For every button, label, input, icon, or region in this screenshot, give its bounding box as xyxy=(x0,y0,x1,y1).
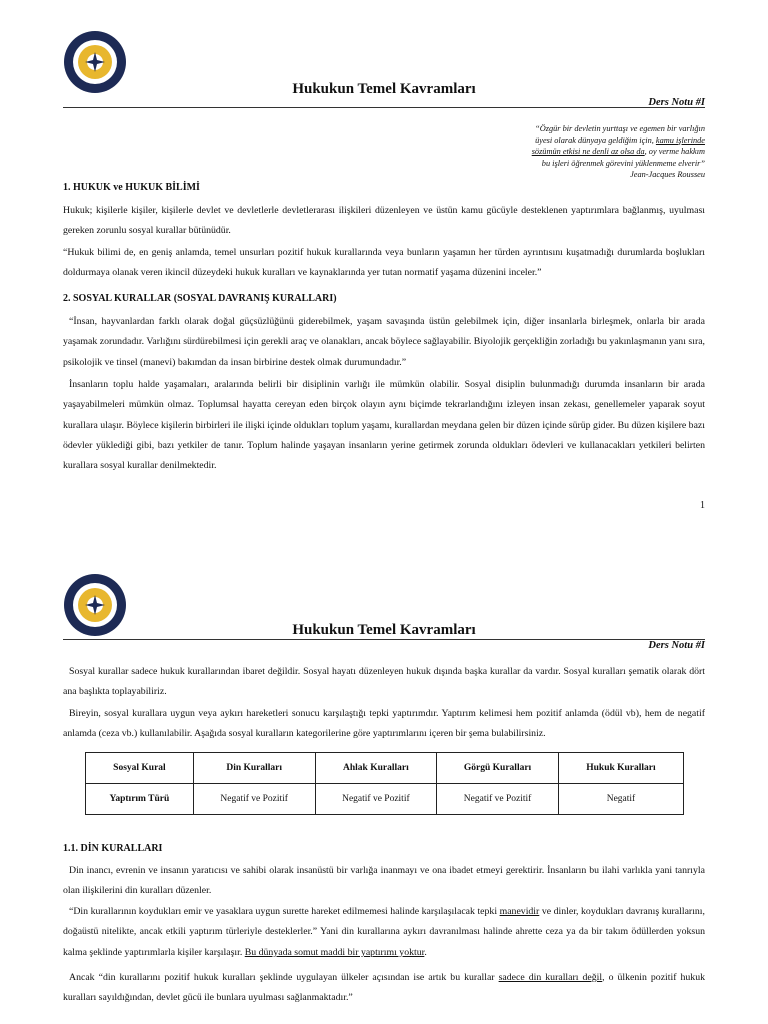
quote-text: üyesi olarak dünyaya geldiğim için, xyxy=(535,135,656,145)
table-header-cell: Görgü Kuralları xyxy=(437,753,559,784)
document-title: Hukukun Temel Kavramları xyxy=(292,81,476,97)
table-row-label: Yaptırım Türü xyxy=(86,784,194,815)
table-header-cell: Sosyal Kural xyxy=(86,753,194,784)
text-run: . xyxy=(424,946,427,958)
lecture-note-label: Ders Notu #I xyxy=(648,97,705,108)
quote-line: bu işleri öğrenmek görevini yüklenmeme elverir” xyxy=(541,158,705,168)
table-header-row xyxy=(86,753,684,784)
epigraph-quote xyxy=(475,123,705,181)
quote-underlined: kamu işlerinde xyxy=(655,135,705,145)
paragraph: İnsanların toplu halde yaşamaları, aralarında belirli bir disiplinin varlığı ile mümkün olabilir. Sosyal disiplin bulunmadığı durumda insanların bir arada yaşayabilmeleri mümkün olmaz. Toplumsal hayatta cereyan eden birçok olayın aynı biçimde tekrarlandığını izleyen insan zekası, genellemeler yaparak soyut kurallara ulaşır. Böylece kişilerin birbirleri ile ilişki içinde oldukları toplum yaşamı, kurallardan meydana gelen bir düzen içinde sürüp gider. Bu düzen kişilere bazı ödevler yüklediği gibi, bazı yetkiler de tanır. Toplum halinde yaşayan insanların yerine getirmek zorunda oldukları ödevleri ve kullanacakları yetkileri belirten kurallara sosyal kurallar denilmektedir. xyxy=(63,379,705,472)
underlined-text: sadece din kuralları değil xyxy=(498,972,603,983)
underlined-text: Bu dünyada somut maddi bir yaptırımı yoktur xyxy=(244,946,425,958)
text-run: ve dinler, koydukları davranış kurallarını, doğaüstü nitelikte, ancak etkili yaptırım türleriyle desteklerler.” Yani din kurallarına aykırı davranılması halinde ahrette ceza ya da bir takım ödüllerden yoksun kalma şeklinde yaptırımlarla kişiler karşılaşır. xyxy=(63,906,705,958)
paragraph: “Hukuk bilimi de, en geniş anlamda, temel unsurları pozitif hukuk kurallarında veya bunların yaşamın her türden ayrıntısını kuşatmadığı durumlarda boşlukları doldurmaya olanak veren ikincil düzeydeki hukuk kuralları ve kaynaklarında yer tutan normatif yaşama düzenini inceler.” xyxy=(63,247,705,279)
document-title: Hukukun Temel Kavramları xyxy=(292,622,476,638)
quote-line xyxy=(475,146,705,158)
document-page-2 xyxy=(0,556,768,1024)
section-heading-1: 1. HUKUK ve HUKUK BİLİMİ xyxy=(63,182,200,193)
lecture-note-label: Ders Notu #I xyxy=(648,640,705,651)
paragraph: “İnsan, hayvanlardan farklı olarak doğal güçsüzlüğünü giderebilmek, yaşam savaşında üstün gelebilmek için, diğer insanlarla birleşmek, onlarla bir arada yaşamak zorundadır. Varlığını sürdürebilmesi için gerekli araç ve olanakları, ancak böylece sağlayabilir. Biyolojik gerçekliğin zorladığı bu yakınlaşmanın yanı sıra, psikolojik ve tinsel (manevi) bakımdan da insan birbirine destek olmak durumundadır.” xyxy=(63,316,705,368)
paragraph: Hukuk; kişilerle kişiler, kişilerle devlet ve devletlerle devletlerarası ilişkileri düzenleyen ve üstün kamu gücüyle desteklenen yaptırımlara bağlanmış, uyulması gereken zorunlu sosyal kurallar bütünüdür. xyxy=(63,205,705,237)
section-heading: 1.1. DİN KURALLARI xyxy=(63,843,163,854)
paragraph xyxy=(63,902,705,963)
table-cell: Negatif ve Pozitif xyxy=(193,784,315,815)
quote-line xyxy=(475,135,705,147)
page-number: 1 xyxy=(700,500,705,511)
quote-author: Jean-Jacques Rousseu xyxy=(630,170,705,179)
header-rule xyxy=(63,107,705,108)
paragraph: Bireyin, sosyal kurallara uygun veya aykırı hareketleri sonucu karşılaştığı tepki yaptırımdır. Yaptırım kelimesi hem pozitif anlamda (ödül vb), hem de negatif anlamda (ceza vb.) kullanılabilir. Aşağıda sosyal kuralların kategorilerine göre yaptırımlarını içeren bir şema bulabilirsiniz. xyxy=(63,708,705,740)
table-cell: Negatif ve Pozitif xyxy=(315,784,437,815)
quote-text: , oy verme hakkım xyxy=(644,147,705,156)
table-cell: Negatif xyxy=(558,784,683,815)
text-run: Ancak “din kurallarını pozitif hukuk kuralları şeklinde uygulayan ülkeler açısından ise artık bu kurallar xyxy=(69,972,499,983)
table-cell: Negatif ve Pozitif xyxy=(437,784,559,815)
text-run: , o ülkenin pozitif hukuk kuralları sayıldığından, devlet gücü ile bunlara uyulması sağlanmaktadır.” xyxy=(63,972,705,1004)
text-run: “Din kurallarının koydukları emir ve yasaklara uygun surette hareket edilmemesi halinde karşılaşılacak tepki xyxy=(69,906,500,917)
section-heading-2: 2. SOSYAL KURALLAR (SOSYAL DAVRANIŞ KURALLARI) xyxy=(63,293,337,304)
paragraph xyxy=(63,968,705,1009)
table-header-cell: Ahlak Kuralları xyxy=(315,753,437,784)
header-rule xyxy=(63,639,705,640)
quote-underlined: sözümün etkisi ne denli az olsa da xyxy=(531,147,645,156)
table-row xyxy=(86,784,684,815)
sanctions-table xyxy=(85,752,684,815)
paragraph: Sosyal kurallar sadece hukuk kurallarından ibaret değildir. Sosyal hayatı düzenleyen hukuk dışında başka kurallar da vardır. Sosyal kuralları şematik olarak dört ana başlıkta toplayabiliriz. xyxy=(63,666,705,698)
underlined-text: manevidir xyxy=(499,906,540,917)
paragraph: Din inancı, evrenin ve insanın yaratıcısı ve sahibi olarak insanüstü bir varlığa inanmayı ve ona ibadet etmeyi gerektirir. İnsanların bu ilahi varlıkla yani tanrıyla olan ilişkilerini din kuralları düzenler. xyxy=(63,865,705,897)
quote-line: “Özgür bir devletin yurttaşı ve egemen bir varlığın xyxy=(535,124,705,133)
table-header-cell: Hukuk Kuralları xyxy=(558,753,683,784)
table-header-cell: Din Kuralları xyxy=(193,753,315,784)
